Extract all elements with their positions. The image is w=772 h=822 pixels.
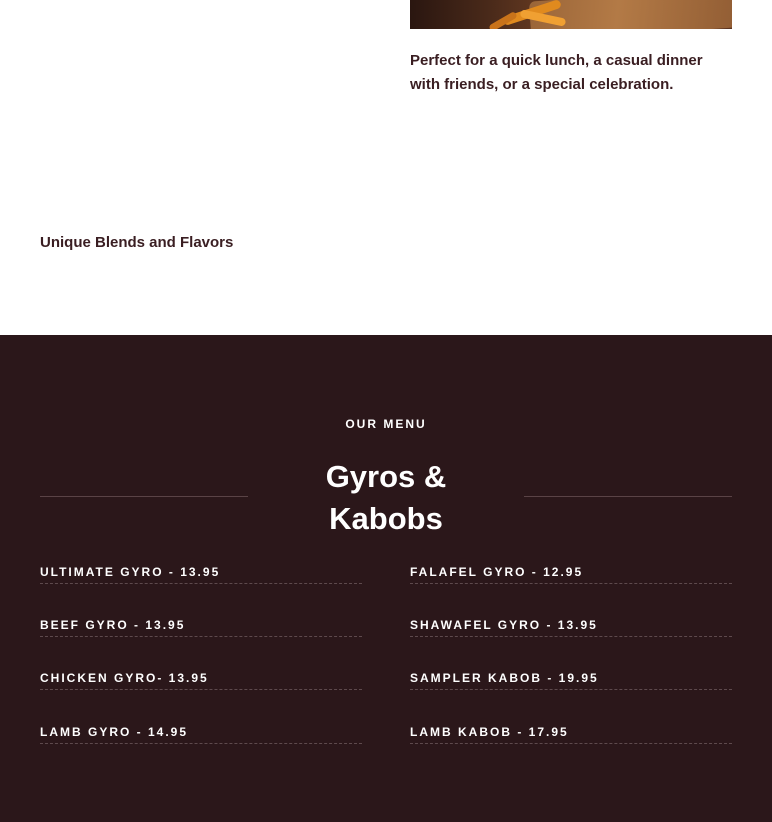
menu-item-ultimate-gyro[interactable]: ULTIMATE GYRO - 13.95 [40,560,362,584]
menu-title: Gyros & Kabobs [325,459,447,536]
intro-tagline: Perfect for a quick lunch, a casual dinner with friends, or a special celebration. [410,52,703,93]
title-divider-right [524,496,732,497]
menu-item-lamb-kabob[interactable]: LAMB KABOB - 17.95 [410,720,732,744]
food-photo [410,0,732,29]
menu-item-shawafel-gyro[interactable]: SHAWAFEL GYRO - 13.95 [410,613,732,637]
about-section [0,0,772,335]
menu-eyebrow: OUR MENU [345,417,427,431]
menu-item-falafel-gyro[interactable]: FALAFEL GYRO - 12.95 [410,560,732,584]
menu-item-chicken-gyro[interactable]: CHICKEN GYRO- 13.95 [40,666,362,690]
feature-heading: Unique Blends and Flavors [40,234,234,251]
title-divider-left [40,496,248,497]
menu-item-lamb-gyro[interactable]: LAMB GYRO - 14.95 [40,720,362,744]
menu-item-beef-gyro[interactable]: BEEF GYRO - 13.95 [40,613,362,637]
menu-item-sampler-kabob[interactable]: SAMPLER KABOB - 19.95 [410,666,732,690]
